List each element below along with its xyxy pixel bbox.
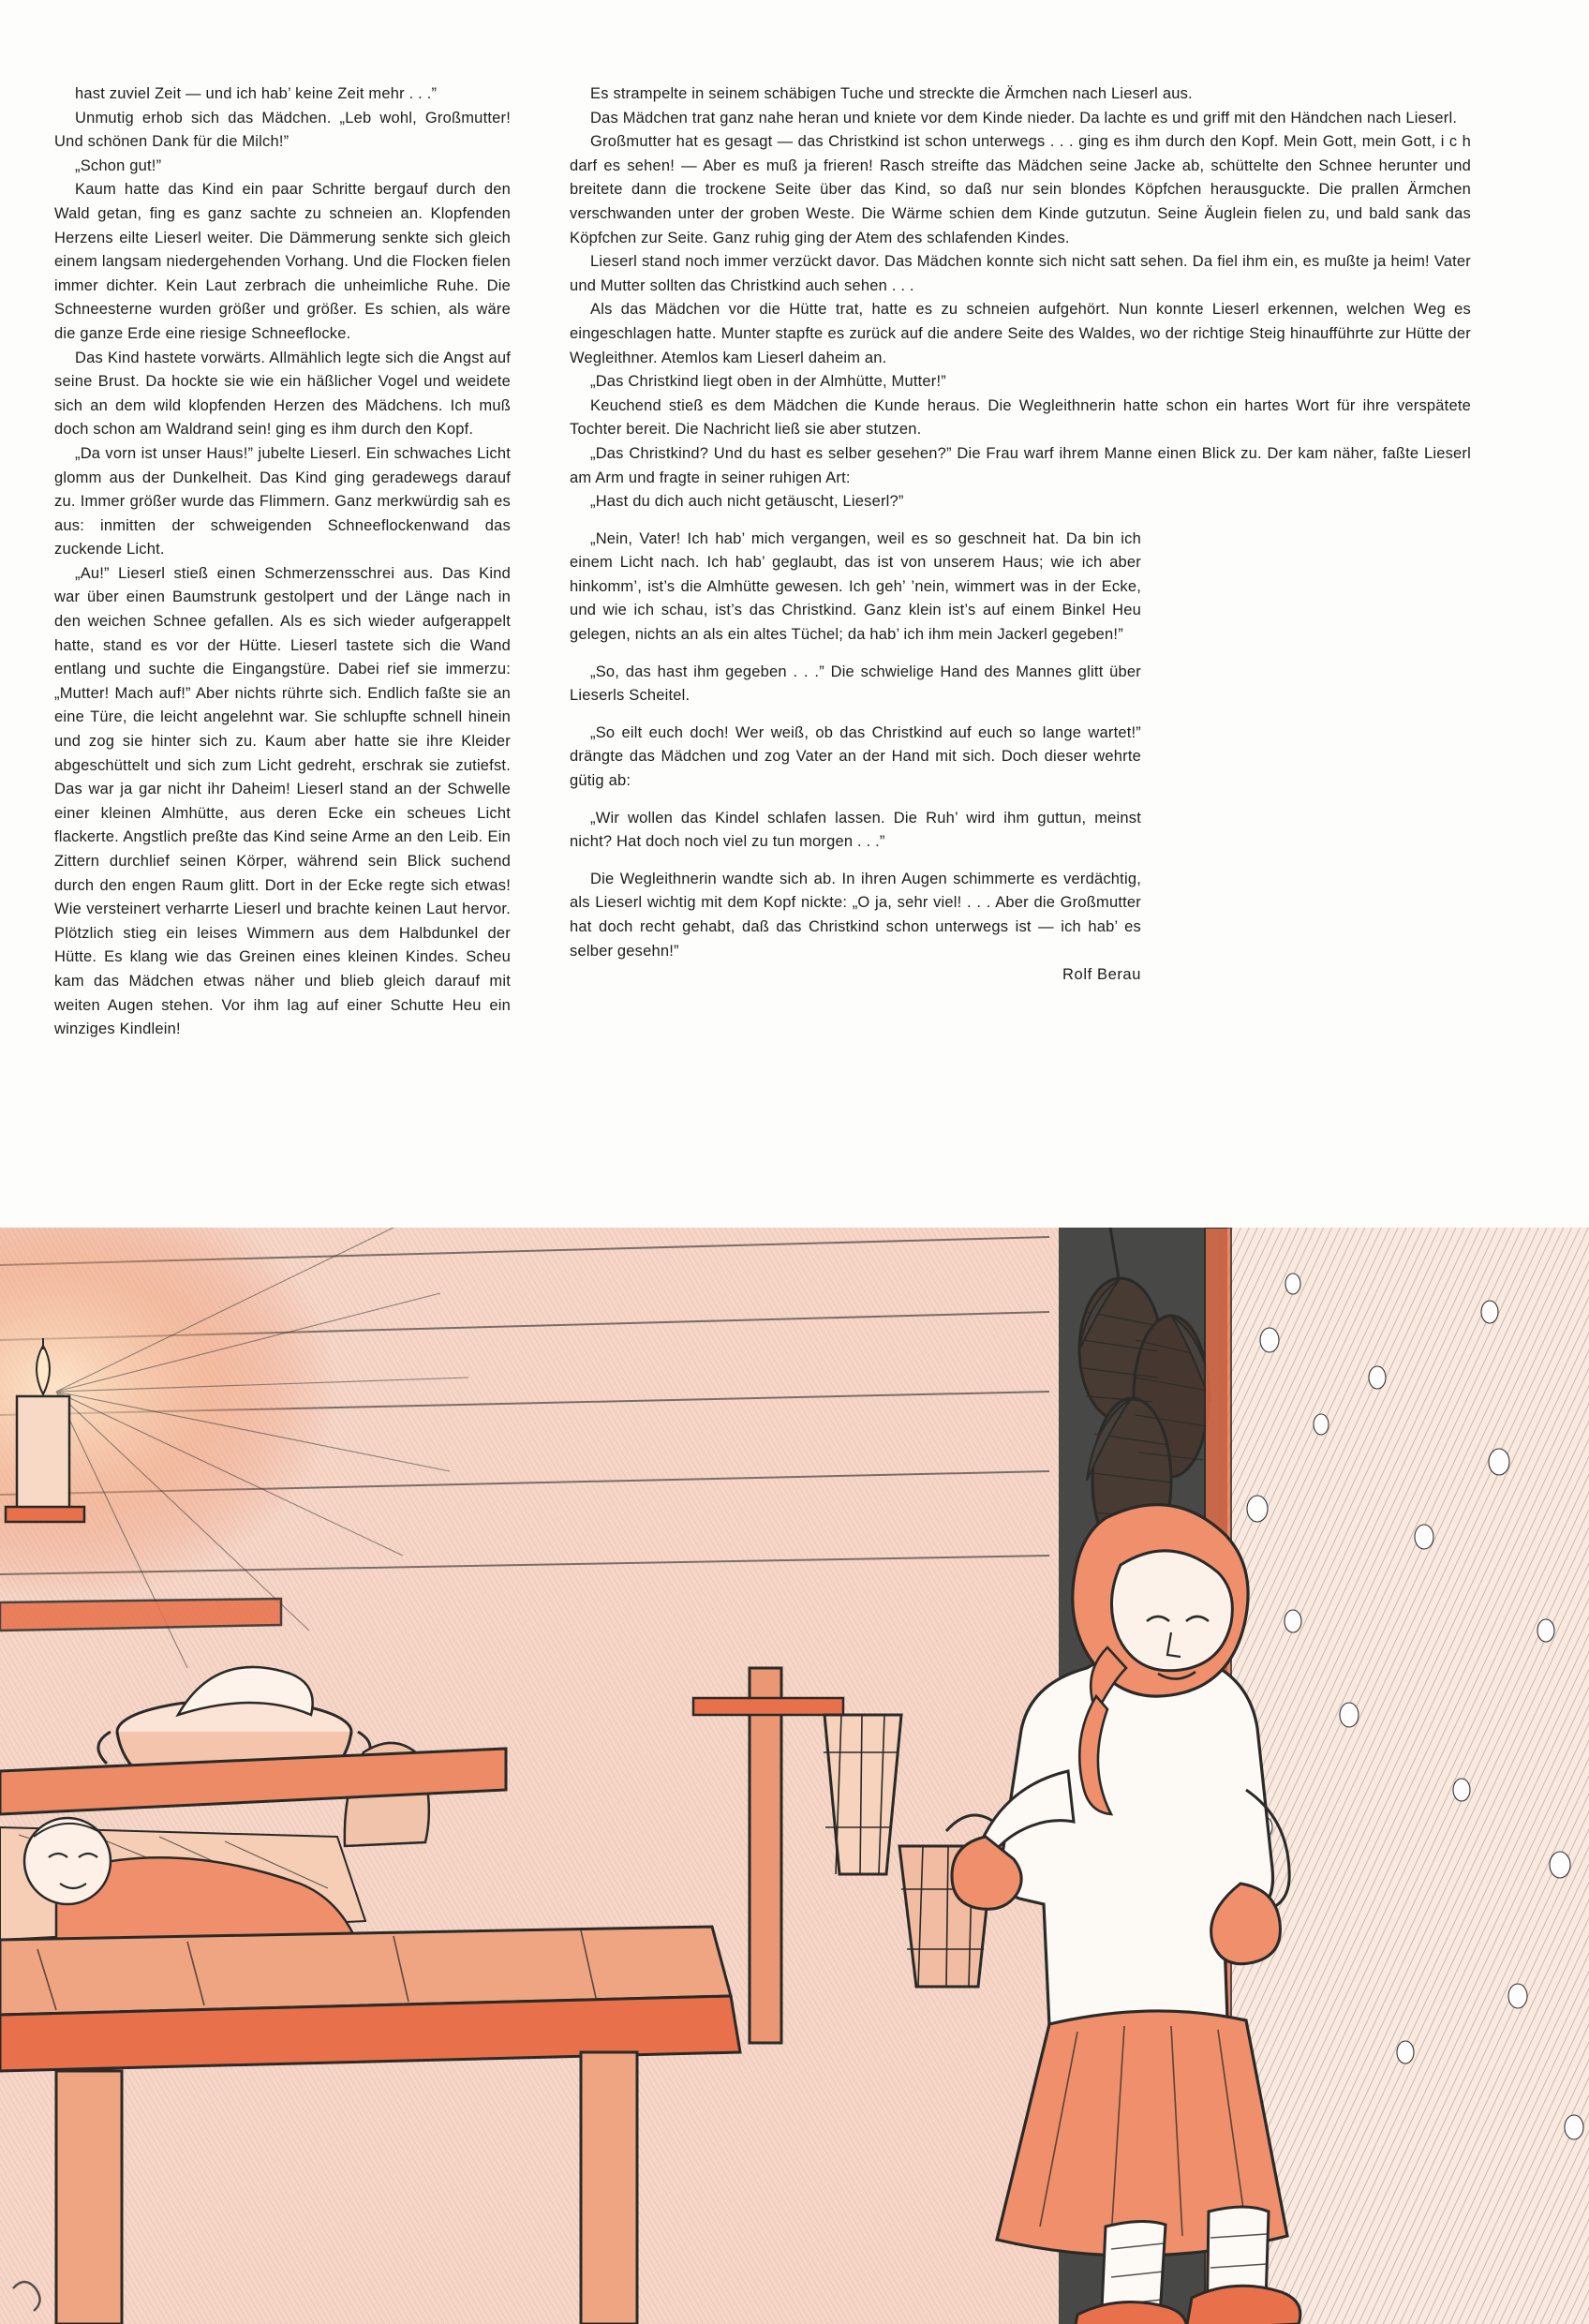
- right-text-column: [570, 82, 1471, 988]
- paragraph: „So, das hast ihm gegeben . . .” Die schwielige Hand des Mannes glitt über Lieserls Scheitel.: [570, 663, 1141, 705]
- paragraph: Keuchend stieß es dem Mädchen die Kunde heraus. Die Wegleithnerin hatte schon ein hartes Wort für ihre verspätete Tochter bereit. Die Nachricht ließ sie aber stutzen.: [570, 396, 1471, 439]
- paragraph: „Das Christkind? Und du hast es selber gesehen?” Die Frau warf ihrem Manne einen Blick zu. Der kam näher, faßte Lieserl am Arm und fragte in seiner ruhigen Art:: [570, 444, 1471, 486]
- paragraph: Die Wegleithnerin wandte sich ab. In ihren Augen schimmerte es verdächtig, als Lieserl wichtig mit dem Kopf nickte: „O ja, sehr viel! . . . Aber die Großmutter hat doch recht gehabt, daß das Christkind schon unterwegs ist — ich hab’ es selber gesehn!”: [570, 870, 1141, 960]
- author-signature: Rolf Berau: [1062, 966, 1141, 984]
- paragraph: Das Mädchen trat ganz nahe heran und kniete vor dem Kinde nieder. Da lachte es und griff mit den Händchen nach Lieserl.: [590, 109, 1458, 127]
- wall-shelf: [0, 1599, 281, 1631]
- paragraph: „Nein, Vater! Ich hab’ mich vergangen, weil es so geschneit hat. Da bin ich einem Licht nach. Ich hab’ geglaubt, das ist von unserem Haus; wie ich aber hinkomm’, ist’s die Almhütte gewesen. Ich geh’ ’nein, wimmert was in der Ecke, und wie ich schau, ist’s das Christkind. Ganz klein ist’s auf einem Binkel Heu gelegen, nichts an als ein altes Tüchel; da hab’ ich ihm mein Jackerl gegeben!”: [570, 529, 1141, 644]
- paragraph: „Schon gut!”: [75, 156, 162, 174]
- paragraph: Lieserl stand noch immer verzückt davor. Das Mädchen konnte sich nicht satt sehen. Da fiel ihm ein, es mußte ja heim! Vater und Mutter sollten das Christkind auch sehen . . .: [570, 253, 1471, 294]
- paragraph: „Da vorn ist unser Haus!” jubelte Lieserl. Ein schwaches Licht glomm aus der Dunkelheit. Das Kind ging geradewegs darauf zu. Immer größer wurde das Flimmern. Ganz merkwürdig sah es aus: inmitten der schweigenden Schneeflockenwand das zuckende Licht.: [54, 444, 511, 559]
- paragraph: „Wir wollen das Kindel schlafen lassen. Die Ruh’ wird ihm guttun, meinst nicht? Hat doch noch viel zu tun morgen . . .”: [570, 809, 1141, 851]
- paragraph: Es strampelte in seinem schäbigen Tuche und streckte die Ärmchen nach Lieserl aus.: [590, 85, 1193, 102]
- paragraph: Kaum hatte das Kind ein paar Schritte bergauf durch den Wald getan, fing es ganz sachte zu schneien an. Klopfenden Herzens eilte Lieserl weiter. Die Dämmerung senkte sich gleich einem langsam niedergehenden Vorhang. Und die Flocken fielen immer dichter. Kein Laut zerbrach die unheimliche Ruhe. Die Schneesterne wurden größer und größer. Es schien, als wäre die ganze Erde eine riesige Schneeflocke.: [54, 181, 511, 342]
- paragraph: „Au!” Lieserl stieß einen Schmerzensschrei aus. Das Kind war über einen Baumstrunk gestolpert und der Länge nach in den weichen Schnee gefallen. Als es sich wieder aufgerappelt hatte, stand es vor der Hütte. Lieserl tastete sich die Wand entlang und suchte die Eingangstüre. Dabei rief sie immerzu: „Mutter! Mach auf!” Aber nichts rührte sich. Endlich faßte sie an eine Türe, die leicht angelehnt war. Sie schlupfte schnell hinein und zog sie hinter sich zu. Kaum aber hatte sie ihre Kleider abgeschüttelt und sich zum Licht gedreht, erschrak sie zutiefst. Das war ja gar nicht ihr Daheim! Lieserl stand an der Schwelle einer kleinen Almhütte, aus deren Ecke ein scheues Licht flackerte. Angstlich preßte das Kind seine Arme an den Leib. Ein Zittern durchlief seinen Körper, während sein Blick suchend durch den engen Raum glitt. Dort in der Ecke regte sich etwas! Wie versteinert verharrte Lieserl und brachte keinen Laut hervor. Plötzlich stieg ein leises Wimmern aus dem Halbdunkel der Hütte. Es klang wie das Greinen eines kleinen Kindes. Scheu kam das Mädchen etwas näher und blieb gleich darauf mit weiten Augen stehen. Vor ihm lag auf einer Schutte Heu ein winziges Kindlein!: [54, 564, 511, 1038]
- paragraph: „So eilt euch doch! Wer weiß, ob das Christkind auf euch so lange wartet!” drängte das Mädchen und zog Vater an der Hand mit sich. Doch dieser wehrte gütig ab:: [570, 723, 1141, 790]
- paragraph: Großmutter hat es gesagt — das Christkind ist schon unterwegs . . . ging es ihm durch den Kopf. Mein Gott, mein Gott, i c h darf es sehen! — Aber es muß ja frieren! Rasch streifte das Mädchen seine Jacke ab, schüttelte den Schnee herunter und breitete dann die trockene Seite über das Kind, so daß nur sein blondes Köpfchen herausguckte. Die prallen Ärmchen verschwanden unter der groben Weste. Die Wärme schien dem Kinde gutzutun. Seine Äuglein fielen zu, und bald sank das Köpfchen zur Seite. Ganz ruhig ging der Atem des schlafenden Kindes.: [570, 133, 1471, 246]
- paragraph: Unmutig erhob sich das Mädchen. „Leb wohl, Großmutter! Und schönen Dank für die Milch!”: [54, 109, 511, 151]
- paragraph: hast zuviel Zeit — und ich hab’ keine Zeit mehr . . .”: [75, 85, 438, 102]
- left-text-column: [54, 82, 511, 1042]
- paragraph: „Hast du dich auch nicht getäuscht, Lieserl?”: [590, 493, 904, 511]
- paragraph: Das Kind hastete vorwärts. Allmählich legte sich die Angst auf seine Brust. Da hockte sie wie ein häßlicher Vogel und weidete sich an dem wild klopfenden Herzen des Mädchens. Ich muß doch schon am Waldrand sein! ging es ihm durch den Kopf.: [54, 349, 511, 439]
- paragraph: „Das Christkind liegt oben in der Almhütte, Mutter!”: [590, 373, 946, 391]
- paragraph: Als das Mädchen vor die Hütte trat, hatte es zu schneien aufgehört. Nun konnte Lieserl erkennen, welchen Weg es eingeschlagen hatte. Munter stapfte es zurück auf die andere Seite des Waldes, wo der richtige Steig hinaufführte zur Hütte der Wegleithner. Atemlos kam Lieserl daheim an.: [570, 301, 1471, 366]
- story-illustration: [0, 1228, 1589, 2324]
